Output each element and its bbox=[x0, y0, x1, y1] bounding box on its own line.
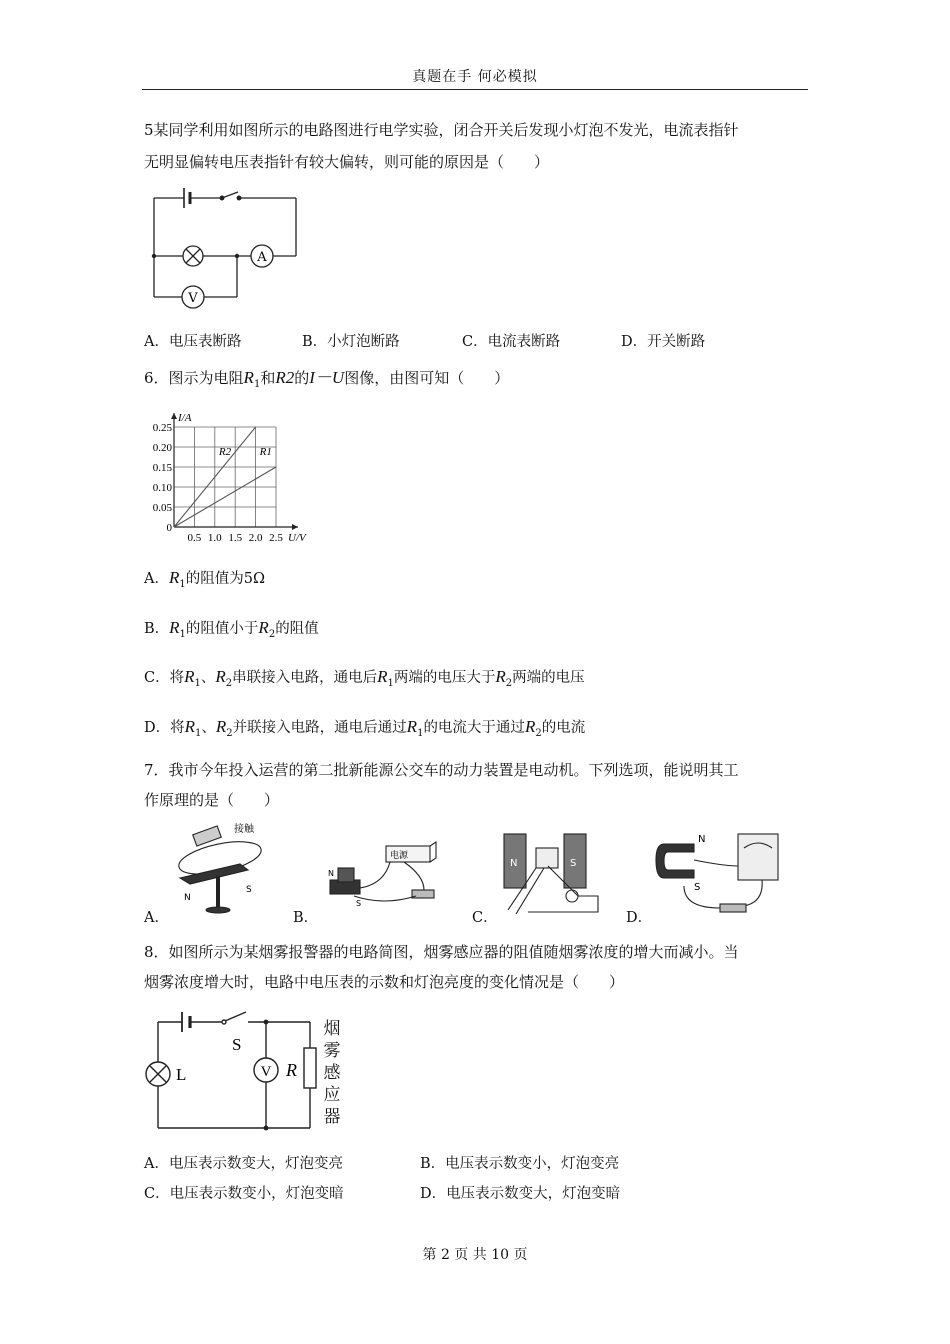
q5-option-c[interactable]: C．电流表断路 bbox=[462, 334, 561, 350]
series-label-r2: R2 bbox=[218, 446, 232, 458]
svg-text:S: S bbox=[246, 885, 252, 895]
y-tick-label: 0.25 bbox=[152, 422, 172, 434]
y-tick-label: 0.20 bbox=[152, 442, 172, 454]
q5-option-d[interactable]: D．开关断路 bbox=[621, 334, 706, 350]
q7-option-d[interactable]: D． bbox=[626, 910, 653, 926]
svg-text:N: N bbox=[328, 869, 334, 878]
x-axis-label: U/V bbox=[288, 532, 306, 544]
x-tick-label: 1.5 bbox=[228, 532, 243, 544]
q5-text-line2: 无明显偏转电压表指针有较大偏转，则可能的原因是（ ） bbox=[144, 153, 550, 171]
q7-figure-a bbox=[170, 820, 280, 918]
q8-option-a[interactable]: A．电压表示数变大，灯泡变亮 bbox=[144, 1156, 343, 1172]
svg-text:N: N bbox=[184, 893, 191, 903]
power-label: 电源 bbox=[390, 851, 409, 861]
q5-text-line1: 5某同学利用如图所示的电路图进行电学实验，闭合开关后发现小灯泡不发光，电流表指针 bbox=[144, 121, 739, 139]
q7-option-b[interactable]: B． bbox=[293, 910, 319, 926]
svg-text:S: S bbox=[570, 858, 577, 869]
x-tick-label: 2.5 bbox=[269, 532, 283, 544]
q7-text-line2: 作原理的是（ ） bbox=[144, 791, 280, 809]
svg-text:N: N bbox=[698, 834, 706, 845]
q7-figure-d bbox=[654, 826, 784, 918]
q8-text-line2: 烟雾浓度增大时，电路中电压表的示数和灯泡亮度的变化情况是（ ） bbox=[144, 973, 625, 991]
q5-option-a[interactable]: A．电压表断路 bbox=[144, 334, 242, 350]
x-axis-arrow bbox=[292, 524, 298, 530]
q8-text-line1: 8．如图所示为某烟雾报警器的电路简图，烟雾感应器的阻值随烟雾浓度的增大而减小。当 bbox=[144, 943, 739, 961]
series-label-r1: R1 bbox=[259, 446, 272, 458]
q6-iu-chart bbox=[140, 405, 320, 550]
sensor-label: 烟雾感应器 bbox=[323, 1019, 341, 1127]
q7-figure-b bbox=[324, 836, 444, 908]
q6-option-c[interactable]: C．将$R_1$、$R_2$串联接入电路，通电后$R_1$两端的电压大于$R_2$两端的电压 bbox=[144, 667, 585, 689]
y-axis-label: I/A bbox=[178, 412, 192, 424]
page-footer: 第 2 页 共 10 页 bbox=[422, 1247, 528, 1263]
q7-figure-c bbox=[498, 826, 608, 918]
x-tick-label: 1.0 bbox=[207, 532, 222, 544]
q8-option-b[interactable]: B．电压表示数变小，灯泡变亮 bbox=[420, 1156, 620, 1172]
q6-option-a[interactable]: A．$R_1$的阻值为5Ω bbox=[144, 568, 265, 590]
series-line-r1 bbox=[174, 467, 276, 527]
voltmeter-label: V bbox=[260, 1064, 272, 1080]
q7-option-c[interactable]: C． bbox=[472, 910, 498, 926]
q6-option-b[interactable]: B．$R_1$的阻值小于$R_2$的阻值 bbox=[144, 618, 319, 640]
q7-text-line1: 7．我市今年投入运营的第二批新能源公交车的动力装置是电动机。下列选项，能说明其工 bbox=[144, 761, 739, 779]
q5-option-b[interactable]: B．小灯泡断路 bbox=[302, 334, 400, 350]
page-header: 真题在手 何必模拟 bbox=[412, 69, 538, 85]
q6-text: 6．图示为电阻$R_1$和R2的I－U图像，由图可知（ ） bbox=[144, 368, 510, 390]
voltmeter-label: V bbox=[188, 291, 198, 306]
lamp-label: L bbox=[176, 1065, 187, 1084]
y-tick-label: 0.05 bbox=[152, 502, 172, 514]
svg-text:N: N bbox=[510, 858, 518, 869]
y-axis-arrow bbox=[171, 413, 177, 419]
q6-option-d[interactable]: D．将$R_1$、$R_2$并联接入电路，通电后通过$R_1$的电流大于通过$R_2$的电流 bbox=[144, 717, 586, 739]
svg-text:S: S bbox=[694, 882, 701, 893]
q8-option-c[interactable]: C．电压表示数变小，灯泡变暗 bbox=[144, 1186, 344, 1202]
q7-option-a[interactable]: A． bbox=[144, 910, 169, 926]
y-tick-label: 0 bbox=[166, 522, 172, 534]
x-tick-label: 2.0 bbox=[248, 532, 263, 544]
q8-circuit-diagram bbox=[140, 1010, 320, 1134]
y-tick-label: 0.10 bbox=[152, 482, 172, 494]
x-tick-label: 0.5 bbox=[187, 532, 202, 544]
resistor-label: R bbox=[286, 1060, 297, 1080]
q5-circuit-diagram bbox=[140, 183, 310, 306]
svg-text:S: S bbox=[356, 899, 362, 908]
switch-label: S bbox=[232, 1035, 242, 1054]
q8-option-d[interactable]: D．电压表示数变大，灯泡变暗 bbox=[420, 1186, 621, 1202]
header-divider bbox=[142, 89, 808, 90]
y-tick-label: 0.15 bbox=[152, 462, 172, 474]
ammeter-label: A bbox=[257, 250, 267, 265]
contact-label: 接触 bbox=[234, 824, 254, 835]
